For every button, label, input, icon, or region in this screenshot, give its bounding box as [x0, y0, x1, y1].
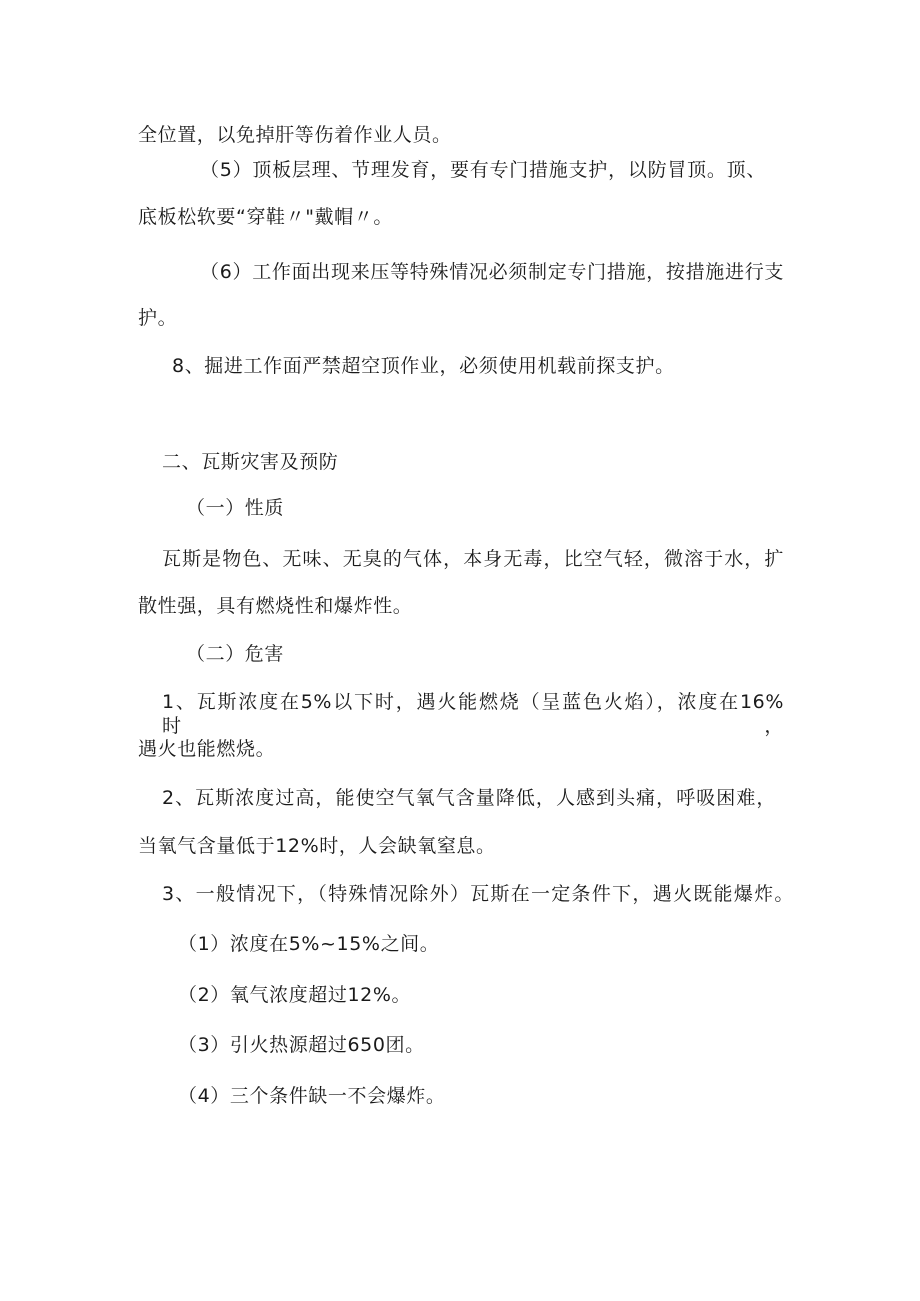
- section-heading: 二、瓦斯灾害及预防: [162, 451, 339, 473]
- text-line: 8、掘进工作面严禁超空顶作业，必须使用机载前探支护。: [172, 355, 675, 377]
- text-line: 全位置，以免掉肝等伤着作业人员。: [138, 124, 452, 146]
- text-line: 3、一般情况下，（特殊情况除外）瓦斯在一定条件下，遇火既能爆炸。: [162, 883, 794, 905]
- text-line: 2、瓦斯浓度过高，能使空气氧气含量降低，人感到头痛，呼吸困难，: [162, 787, 776, 809]
- text-line: 底板松软要“穿鞋〃"戴帽〃。: [138, 206, 393, 228]
- text-line: 当氧气含量低于12%时，人会缺氧窒息。: [138, 835, 496, 857]
- list-item: （3）引火热源超过650团。: [178, 1034, 425, 1056]
- list-item: （1）浓度在5%~15%之间。: [178, 933, 440, 955]
- text-line: （5）顶板层理、节理发育，要有专门措施支护，以防冒顶。顶、: [200, 159, 766, 181]
- text-line: 瓦斯是物色、无味、无臭的气体，本身无毒，比空气轻，微溶于水，扩: [162, 548, 784, 570]
- subsection-heading: （一）性质: [186, 497, 285, 519]
- subsection-heading: （二）危害: [186, 643, 285, 665]
- text-line: 护。: [138, 307, 178, 329]
- text-line: 遇火也能燃烧。: [138, 738, 276, 760]
- list-item: （4）三个条件缺一不会爆炸。: [178, 1085, 446, 1107]
- list-item: （2）氧气浓度超过12%。: [178, 984, 412, 1006]
- text-line: 1、瓦斯浓度在5%以下时，遇火能燃烧（呈蓝色火焰），浓度在16%时，: [162, 691, 784, 737]
- text-line: （6）工作面出现来压等特殊情况必须制定专门措施，按措施进行支: [200, 261, 784, 283]
- text-line: 散性强，具有燃烧性和爆炸性。: [138, 595, 413, 617]
